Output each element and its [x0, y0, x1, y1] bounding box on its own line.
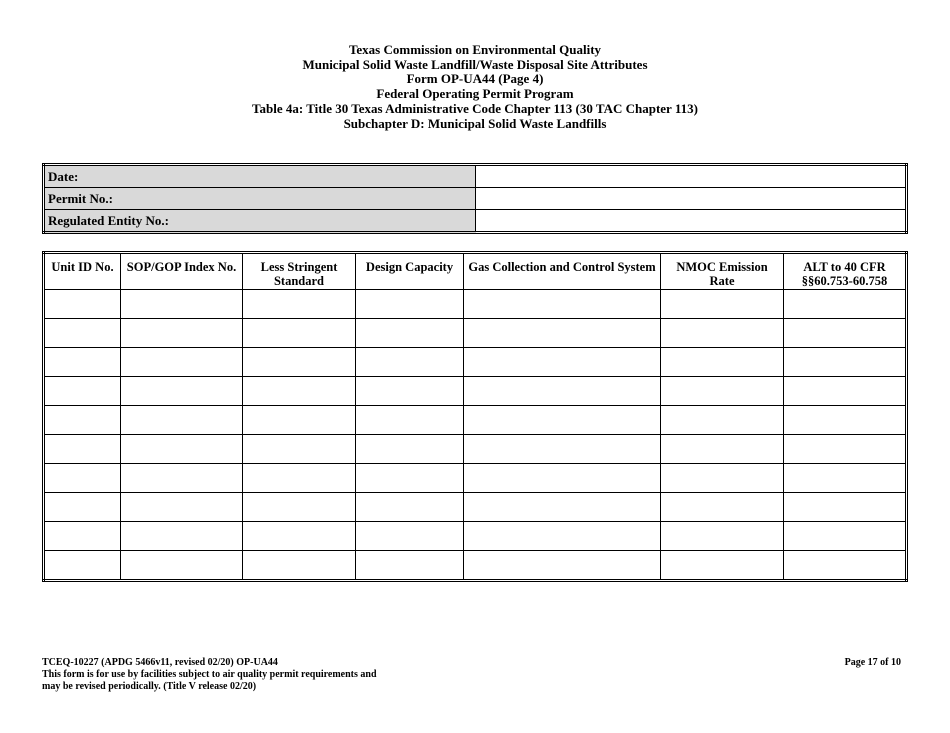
table-cell[interactable] — [44, 551, 121, 581]
table-cell[interactable] — [661, 435, 784, 464]
table-cell[interactable] — [243, 522, 356, 551]
header-form-subject: Municipal Solid Waste Landfill/Waste Disposal Site Attributes — [302, 56, 648, 72]
table-cell[interactable] — [121, 493, 243, 522]
permit-label: Permit No.: — [44, 188, 476, 210]
table-cell[interactable] — [464, 406, 661, 435]
col-alt-cfr: ALT to 40 CFR §§60.753-60.758 — [784, 253, 907, 290]
table-cell[interactable] — [243, 290, 356, 319]
table-cell[interactable] — [44, 290, 121, 319]
entity-field[interactable] — [476, 210, 907, 233]
table-cell[interactable] — [121, 464, 243, 493]
table-cell[interactable] — [464, 290, 661, 319]
footer-form-id: TCEQ-10227 (APDG 5466v11, revised 02/20) OP-UA44 — [42, 657, 278, 668]
table-cell[interactable] — [661, 493, 784, 522]
col-design-capacity: Design Capacity — [356, 253, 464, 290]
table-cell[interactable] — [243, 319, 356, 348]
table-cell[interactable] — [661, 348, 784, 377]
column-header-row — [44, 253, 907, 290]
table-cell[interactable] — [464, 551, 661, 581]
date-label: Date: — [44, 165, 476, 188]
header-table-title: Table 4a: Title 30 Texas Administrative Code Chapter 113 (30 TAC Chapter 113) — [252, 100, 698, 116]
table-cell[interactable] — [243, 377, 356, 406]
table-cell[interactable] — [243, 551, 356, 581]
table-cell[interactable] — [464, 435, 661, 464]
table-cell[interactable] — [661, 406, 784, 435]
table-cell[interactable] — [464, 493, 661, 522]
table-row — [44, 406, 907, 435]
table-cell[interactable] — [356, 377, 464, 406]
data-table-body — [44, 290, 907, 581]
date-field[interactable] — [476, 165, 907, 188]
table-cell[interactable] — [44, 319, 121, 348]
table-cell[interactable] — [661, 377, 784, 406]
table-cell[interactable] — [784, 319, 907, 348]
table-cell[interactable] — [784, 464, 907, 493]
table-cell[interactable] — [44, 348, 121, 377]
footer-revision-note: may be revised periodically. (Title V release 02/20) — [42, 681, 257, 692]
header-agency: Texas Commission on Environmental Quality — [348, 42, 602, 57]
table-cell[interactable] — [121, 290, 243, 319]
col-gas-collection: Gas Collection and Control System — [464, 253, 661, 290]
table-row — [44, 435, 907, 464]
info-row-entity — [44, 210, 907, 233]
table-cell[interactable] — [784, 435, 907, 464]
header-subchapter: Subchapter D: Municipal Solid Waste Landfills — [343, 115, 607, 131]
table-row — [44, 348, 907, 377]
table-row — [44, 551, 907, 581]
table-row — [44, 290, 907, 319]
table-cell[interactable] — [44, 377, 121, 406]
table-row — [44, 377, 907, 406]
table-cell[interactable] — [661, 319, 784, 348]
table-cell[interactable] — [44, 464, 121, 493]
table-row — [44, 522, 907, 551]
entity-label: Regulated Entity No.: — [44, 210, 476, 233]
table-cell[interactable] — [44, 493, 121, 522]
table-cell[interactable] — [356, 406, 464, 435]
table-cell[interactable] — [356, 290, 464, 319]
form-header — [0, 43, 950, 131]
table-row — [44, 464, 907, 493]
table-cell[interactable] — [356, 348, 464, 377]
table-row — [44, 493, 907, 522]
table-cell[interactable] — [121, 319, 243, 348]
table-cell[interactable] — [356, 464, 464, 493]
table-cell[interactable] — [784, 348, 907, 377]
table-cell[interactable] — [121, 348, 243, 377]
table-cell[interactable] — [243, 435, 356, 464]
table-cell[interactable] — [356, 319, 464, 348]
table-cell[interactable] — [784, 551, 907, 581]
table-cell[interactable] — [464, 348, 661, 377]
table-cell[interactable] — [661, 464, 784, 493]
info-row-date — [44, 165, 907, 188]
col-less-stringent: Less Stringent Standard — [243, 253, 356, 290]
data-table — [42, 251, 908, 582]
footer-form-info — [42, 657, 377, 693]
info-table — [42, 163, 908, 234]
table-cell[interactable] — [121, 406, 243, 435]
header-form-number: Form OP-UA44 (Page 4) — [406, 71, 544, 87]
table-cell[interactable] — [661, 551, 784, 581]
table-cell[interactable] — [784, 493, 907, 522]
col-unit-id: Unit ID No. — [44, 253, 121, 290]
table-cell[interactable] — [44, 406, 121, 435]
page-number: Page 17 of 10 — [844, 657, 901, 668]
table-cell[interactable] — [356, 493, 464, 522]
table-cell[interactable] — [784, 290, 907, 319]
table-cell[interactable] — [661, 522, 784, 551]
table-cell[interactable] — [243, 493, 356, 522]
table-cell[interactable] — [44, 435, 121, 464]
table-cell[interactable] — [243, 406, 356, 435]
table-cell[interactable] — [661, 290, 784, 319]
table-cell[interactable] — [464, 319, 661, 348]
table-cell[interactable] — [121, 551, 243, 581]
table-cell[interactable] — [356, 522, 464, 551]
table-row — [44, 319, 907, 348]
table-cell[interactable] — [243, 348, 356, 377]
col-sop-gop-index: SOP/GOP Index No. — [121, 253, 243, 290]
header-program: Federal Operating Permit Program — [376, 86, 574, 102]
col-nmoc-rate: NMOC Emission Rate — [661, 253, 784, 290]
table-cell[interactable] — [784, 522, 907, 551]
table-cell[interactable] — [784, 377, 907, 406]
table-cell[interactable] — [121, 435, 243, 464]
permit-field[interactable] — [476, 188, 907, 210]
table-cell[interactable] — [121, 377, 243, 406]
table-cell[interactable] — [784, 406, 907, 435]
table-cell[interactable] — [464, 522, 661, 551]
table-cell[interactable] — [356, 551, 464, 581]
info-row-permit — [44, 188, 907, 210]
table-cell[interactable] — [464, 464, 661, 493]
table-cell[interactable] — [121, 522, 243, 551]
table-cell[interactable] — [243, 464, 356, 493]
footer-usage-note: This form is for use by facilities subject to air quality permit requirements and — [42, 669, 377, 680]
table-cell[interactable] — [44, 522, 121, 551]
table-cell[interactable] — [464, 377, 661, 406]
table-cell[interactable] — [356, 435, 464, 464]
